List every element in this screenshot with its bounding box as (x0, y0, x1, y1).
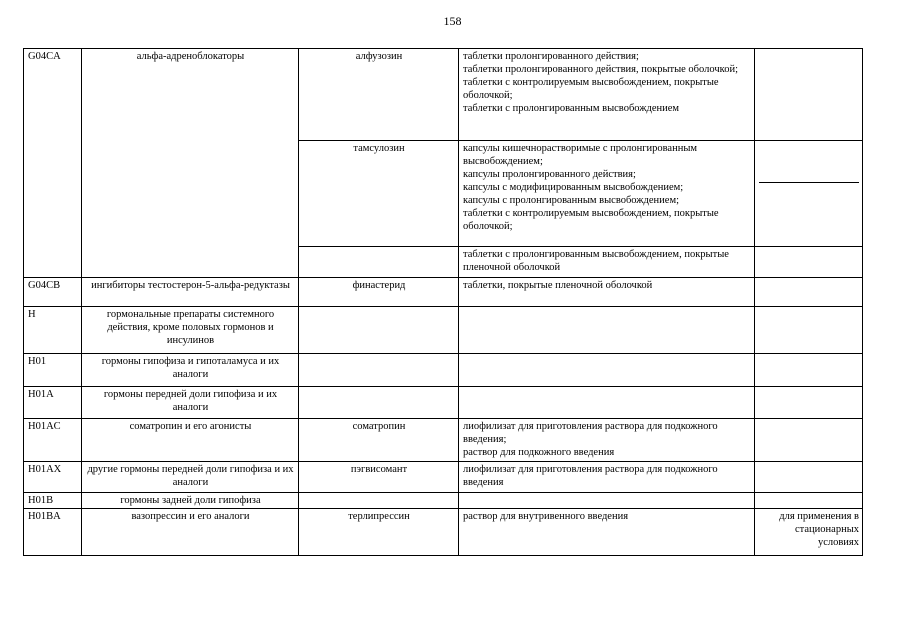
atc-code: H01A (24, 387, 82, 419)
table-row (24, 307, 863, 354)
note-cell (755, 247, 863, 278)
dosage-forms: таблетки пролонгированного действия; таблетки пролонгированного действия, покрытые оболочкой; таблетки с контролируемым высвобождением, покрытые оболочкой; таблетки с пролонгированным высвобождением (459, 49, 755, 141)
dosage-forms (459, 493, 755, 509)
drug-inn (299, 247, 459, 278)
dosage-forms: раствор для внутривенного введения (459, 509, 755, 556)
drug-table (23, 48, 863, 556)
drug-inn: тамсулозин (299, 141, 459, 247)
dosage-forms: лиофилизат для приготовления раствора для подкожного введения (459, 462, 755, 493)
atc-group-name: гормоны передней доли гипофиза и их аналоги (82, 387, 299, 419)
atc-group-name: вазопрессин и его аналоги (82, 509, 299, 556)
dosage-forms: таблетки с пролонгированным высвобождением, покрытые пленочной оболочкой (459, 247, 755, 278)
note-cell (755, 493, 863, 509)
atc-code: H01 (24, 354, 82, 387)
note-cell (755, 49, 863, 141)
note-cell (755, 141, 863, 247)
atc-code: G04CB (24, 278, 82, 307)
dosage-forms (459, 307, 755, 354)
note-cell (755, 462, 863, 493)
atc-group-name: гормональные препараты системного действия, кроме половых гормонов и инсулинов (82, 307, 299, 354)
dosage-forms (459, 354, 755, 387)
table-row (24, 419, 863, 462)
atc-group-name: другие гормоны передней доли гипофиза и их аналоги (82, 462, 299, 493)
drug-inn (299, 354, 459, 387)
drug-inn: финастерид (299, 278, 459, 307)
dosage-forms: капсулы кишечнорастворимые с пролонгированным высвобождением; капсулы пролонгированного действия; капсулы с модифицированным высвобождением; капсулы с пролонгированным высвобождением; таблетки с контролируемым высвобождением, покрытые оболочкой; (459, 141, 755, 247)
drug-inn (299, 387, 459, 419)
dosage-forms: лиофилизат для приготовления раствора для подкожного введения; раствор для подкожного введения (459, 419, 755, 462)
table-row (24, 49, 863, 141)
table-row (24, 493, 863, 509)
drug-inn: соматропин (299, 419, 459, 462)
atc-group-name: соматропин и его агонисты (82, 419, 299, 462)
atc-code: H01B (24, 493, 82, 509)
note-subcell (759, 183, 859, 245)
dosage-forms: таблетки, покрытые пленочной оболочкой (459, 278, 755, 307)
drug-inn: терлипрессин (299, 509, 459, 556)
table-row (24, 278, 863, 307)
note-cell (755, 387, 863, 419)
usage-note: для применения в стационарных условиях (755, 509, 863, 556)
drug-inn: пэгвисомант (299, 462, 459, 493)
note-cell (755, 354, 863, 387)
atc-group-name: гормоны гипофиза и гипоталамуса и их аналоги (82, 354, 299, 387)
atc-group-name: альфа-адреноблокаторы (82, 49, 299, 278)
table-row (24, 462, 863, 493)
drug-inn (299, 307, 459, 354)
drug-inn (299, 493, 459, 509)
atc-group-name: гормоны задней доли гипофиза (82, 493, 299, 509)
atc-code: G04CA (24, 49, 82, 278)
table-row (24, 354, 863, 387)
note-subcell (759, 142, 859, 183)
table-row (24, 509, 863, 556)
atc-group-name: ингибиторы тестостерон-5-альфа-редуктазы (82, 278, 299, 307)
table-row (24, 387, 863, 419)
note-cell (755, 419, 863, 462)
page-number: 158 (443, 14, 462, 28)
atc-code: H01AC (24, 419, 82, 462)
atc-code: H01BA (24, 509, 82, 556)
dosage-forms (459, 387, 755, 419)
atc-code: H01AX (24, 462, 82, 493)
drug-inn: алфузозин (299, 49, 459, 141)
note-cell (755, 307, 863, 354)
note-cell (755, 278, 863, 307)
atc-code: H (24, 307, 82, 354)
